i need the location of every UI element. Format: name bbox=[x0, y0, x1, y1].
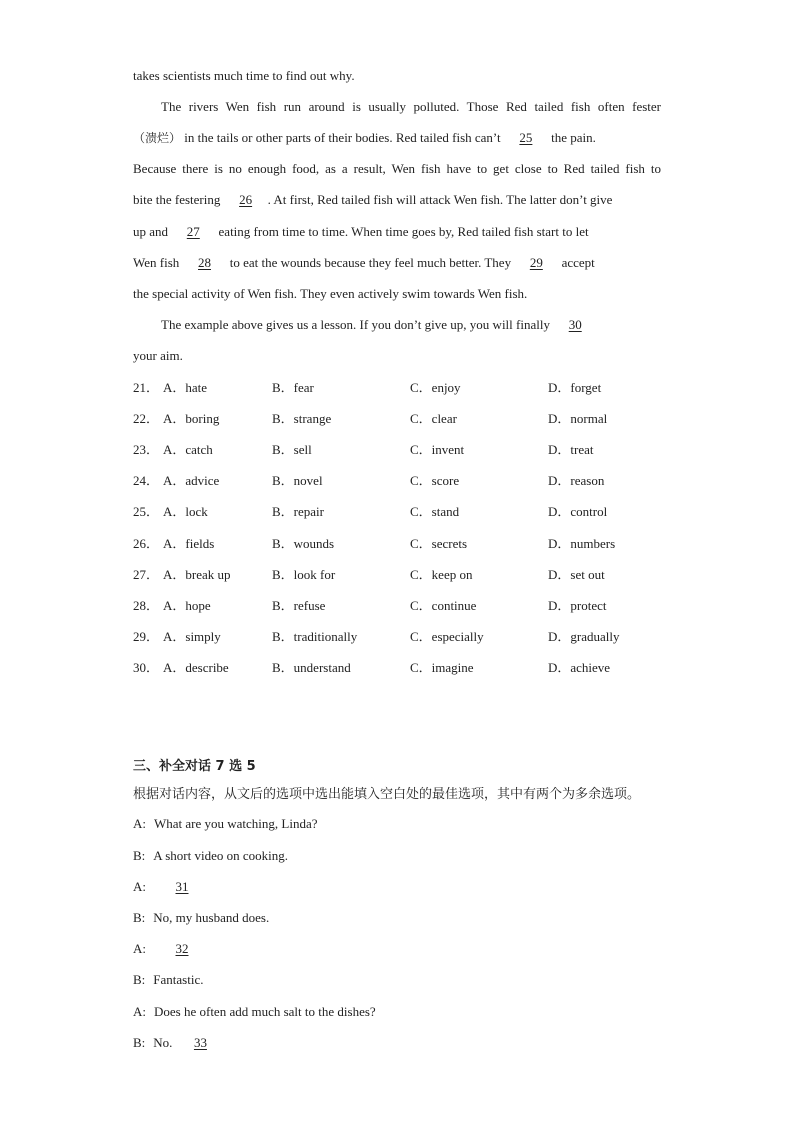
passage-text: The rivers Wen fish run around is usually polluted. Those Red tailed fish often fester bbox=[161, 99, 661, 114]
option-a: A．fields bbox=[163, 536, 215, 551]
answer-blank-33: 33 bbox=[193, 1035, 207, 1050]
passage-line bbox=[133, 286, 661, 302]
answer-blank-27: 27 bbox=[186, 224, 200, 239]
speaker: A: bbox=[133, 941, 146, 956]
option-b: B．repair bbox=[272, 504, 324, 519]
passage-text: . At first, Red tailed fish will attack Wen fish. The latter don’t give bbox=[267, 192, 613, 207]
passage-text: your aim. bbox=[133, 348, 183, 363]
question-row bbox=[133, 567, 673, 583]
option-a: A．simply bbox=[163, 629, 221, 644]
question-number: 22． bbox=[133, 411, 160, 426]
option-a: A．catch bbox=[163, 442, 213, 457]
option-c: C．clear bbox=[410, 411, 457, 426]
question-row bbox=[133, 629, 673, 645]
answer-blank-30: 30 bbox=[568, 317, 582, 332]
option-b: B．wounds bbox=[272, 536, 335, 551]
option-d: D．achieve bbox=[548, 660, 611, 675]
passage-text: Wen fish bbox=[133, 255, 183, 270]
passage-text: to eat the wounds because they feel much better. They bbox=[226, 255, 515, 270]
dialogue-line bbox=[133, 848, 288, 864]
speaker: B: bbox=[133, 972, 146, 987]
option-d: D．reason bbox=[548, 473, 605, 488]
option-b: B．fear bbox=[272, 380, 314, 395]
dialogue-line bbox=[133, 879, 204, 895]
passage-text: up and bbox=[133, 224, 172, 239]
question-number: 30． bbox=[133, 660, 160, 675]
answer-blank-26: 26 bbox=[239, 192, 253, 207]
passage-text: in the tails or other parts of their bodies. Red tailed fish can’t bbox=[181, 130, 504, 145]
option-a: A．advice bbox=[163, 473, 220, 488]
speaker: B: bbox=[133, 848, 146, 863]
option-c: C．keep on bbox=[410, 567, 473, 582]
speaker: A: bbox=[133, 1004, 146, 1019]
dialogue-text: No. bbox=[153, 1035, 173, 1050]
option-d: D．normal bbox=[548, 411, 608, 426]
passage-line bbox=[133, 161, 661, 177]
question-row bbox=[133, 411, 673, 427]
dialogue-text: Fantastic. bbox=[153, 972, 204, 987]
speaker: A: bbox=[133, 816, 146, 831]
option-c: C．secrets bbox=[410, 536, 468, 551]
passage-line bbox=[133, 224, 661, 240]
option-d: D．control bbox=[548, 504, 608, 519]
option-d: D．forget bbox=[548, 380, 602, 395]
question-row bbox=[133, 473, 673, 489]
option-c: C．imagine bbox=[410, 660, 474, 675]
question-row bbox=[133, 598, 673, 614]
dialogue-line bbox=[133, 941, 204, 957]
question-row bbox=[133, 442, 673, 458]
question-number: 29． bbox=[133, 629, 160, 644]
option-c: C．stand bbox=[410, 504, 460, 519]
question-number: 28． bbox=[133, 598, 160, 613]
dialogue-text: No, my husband does. bbox=[153, 910, 270, 925]
question-number: 21． bbox=[133, 380, 160, 395]
question-row bbox=[133, 380, 673, 396]
option-a: A．hate bbox=[163, 380, 208, 395]
option-d: D．set out bbox=[548, 567, 605, 582]
passage-text: bite the festering bbox=[133, 192, 224, 207]
dialogue-text: A short video on cooking. bbox=[153, 848, 288, 863]
dialogue-text: What are you watching, Linda? bbox=[154, 816, 318, 831]
passage-line bbox=[133, 130, 661, 146]
option-b: B．refuse bbox=[272, 598, 326, 613]
passage-line bbox=[133, 192, 661, 208]
answer-blank-31: 31 bbox=[175, 879, 189, 894]
passage-text: eating from time to time. When time goes by, Red tailed fish start to let bbox=[215, 224, 589, 239]
dialogue-line bbox=[133, 1035, 222, 1051]
speaker: B: bbox=[133, 1035, 146, 1050]
option-b: B．understand bbox=[272, 660, 351, 675]
speaker: A: bbox=[133, 879, 146, 894]
answer-blank-28: 28 bbox=[198, 255, 211, 270]
option-a: A．break up bbox=[163, 567, 231, 582]
option-b: B．look for bbox=[272, 567, 336, 582]
question-row bbox=[133, 660, 673, 676]
option-c: C．especially bbox=[410, 629, 484, 644]
answer-blank-29: 29 bbox=[529, 255, 543, 270]
dialogue-line bbox=[133, 1004, 376, 1020]
answer-blank-25: 25 bbox=[519, 130, 533, 145]
passage-text: （溃烂） bbox=[133, 131, 182, 145]
option-a: A．boring bbox=[163, 411, 220, 426]
option-d: D．treat bbox=[548, 442, 594, 457]
answer-blank-32: 32 bbox=[175, 941, 189, 956]
passage-text: the special activity of Wen fish. They even actively swim towards Wen fish. bbox=[133, 286, 528, 301]
option-a: A．hope bbox=[163, 598, 211, 613]
option-c: C．enjoy bbox=[410, 380, 461, 395]
option-c: C．score bbox=[410, 473, 460, 488]
question-number: 24． bbox=[133, 473, 160, 488]
option-a: A．describe bbox=[163, 660, 229, 675]
option-a: A．lock bbox=[163, 504, 208, 519]
passage-line bbox=[133, 348, 661, 364]
section-instruction: 根据对话内容，从文后的选项中选出能填入空白处的最佳选项，其中有两个为多余选项。 bbox=[133, 787, 641, 802]
dialogue-line bbox=[133, 816, 318, 832]
question-row bbox=[133, 536, 673, 552]
option-b: B．sell bbox=[272, 442, 312, 457]
option-b: B．novel bbox=[272, 473, 323, 488]
passage-text: Because there is no enough food, as a result, Wen fish have to get close to Red tailed fish to bbox=[133, 161, 661, 176]
question-row bbox=[133, 504, 673, 520]
passage-line bbox=[161, 317, 661, 333]
passage-text: the pain. bbox=[547, 130, 596, 145]
option-c: C．invent bbox=[410, 442, 465, 457]
option-d: D．gradually bbox=[548, 629, 620, 644]
option-d: D．numbers bbox=[548, 536, 616, 551]
passage-line bbox=[161, 99, 661, 115]
question-number: 27． bbox=[133, 567, 160, 582]
section-title: 三、补全对话 7 选 5 bbox=[133, 759, 256, 774]
passage-text: accept bbox=[558, 255, 595, 270]
dialogue-line bbox=[133, 910, 269, 926]
question-number: 25． bbox=[133, 504, 160, 519]
speaker: B: bbox=[133, 910, 146, 925]
option-d: D．protect bbox=[548, 598, 607, 613]
passage-line bbox=[133, 68, 661, 84]
dialogue-text: Does he often add much salt to the dishes? bbox=[154, 1004, 376, 1019]
passage-text: takes scientists much time to find out why. bbox=[133, 68, 355, 83]
option-b: B．traditionally bbox=[272, 629, 358, 644]
question-number: 23． bbox=[133, 442, 160, 457]
option-c: C．continue bbox=[410, 598, 477, 613]
question-number: 26． bbox=[133, 536, 160, 551]
passage-line bbox=[133, 255, 661, 271]
dialogue-line bbox=[133, 972, 203, 988]
passage-text: The example above gives us a lesson. If you don’t give up, you will finally bbox=[161, 317, 554, 332]
option-b: B．strange bbox=[272, 411, 332, 426]
